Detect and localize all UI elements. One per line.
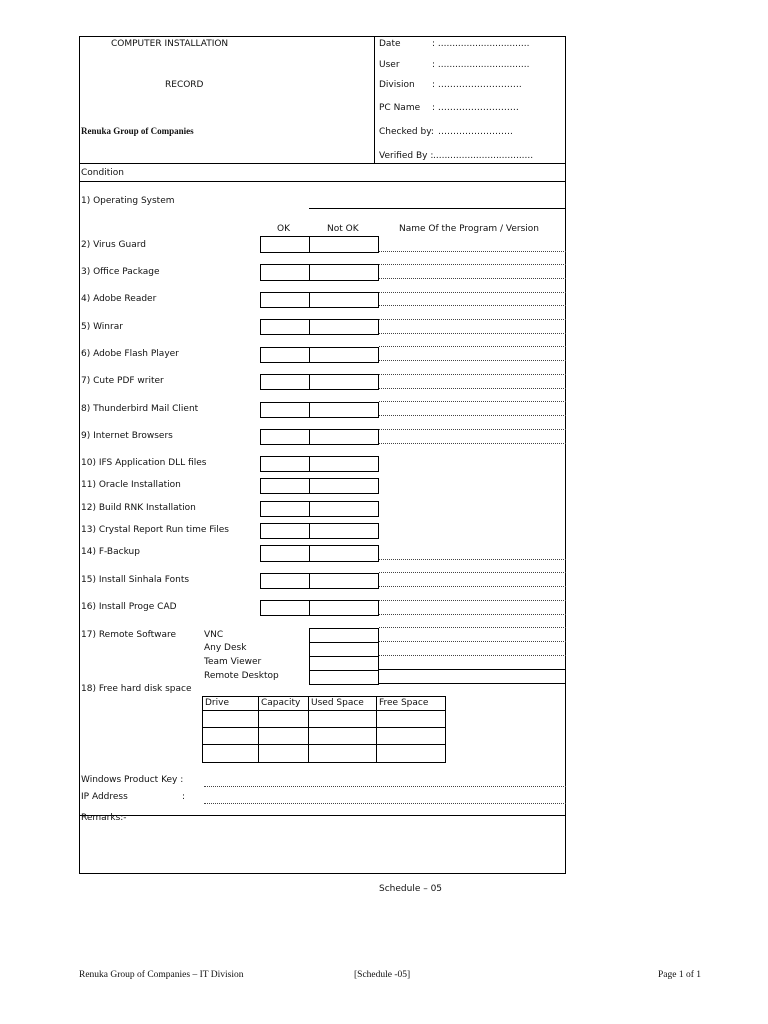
ok-checkbox[interactable]: [260, 523, 310, 539]
program-version-line[interactable]: [379, 333, 566, 334]
program-version-line[interactable]: [379, 360, 566, 361]
item-label: 15) Install Sinhala Fonts: [81, 575, 190, 585]
remote-option-any-desk: Any Desk: [204, 643, 247, 653]
remarks-label: Remarks:-: [81, 813, 127, 823]
remote-version-line[interactable]: [379, 641, 566, 642]
date-label: Date: [379, 39, 401, 49]
program-version-line[interactable]: [379, 415, 566, 416]
program-version-line[interactable]: [379, 559, 566, 560]
remote-version-line: [379, 669, 566, 670]
program-version-line[interactable]: [379, 429, 566, 430]
remarks-top-line: [79, 815, 566, 816]
item-label: 14) F-Backup: [81, 547, 140, 557]
item-label: 11) Oracle Installation: [81, 480, 181, 490]
ok-checkbox[interactable]: [260, 501, 310, 517]
header-divider: [374, 36, 375, 163]
pc-name-field[interactable]: : ………………………: [432, 103, 519, 113]
item-label: 1) Operating System: [81, 196, 175, 206]
item-label: 10) IFS Application DLL files: [81, 458, 207, 468]
not-ok-checkbox[interactable]: [309, 501, 379, 517]
footer-page-number: Page 1 of 1: [658, 970, 702, 980]
not-ok-checkbox[interactable]: [309, 545, 379, 562]
ok-checkbox[interactable]: [260, 573, 310, 589]
item-label: 4) Adobe Reader: [81, 294, 157, 304]
program-version-line[interactable]: [379, 264, 566, 265]
disk-table-col-line: [376, 696, 377, 763]
schedule-label: Schedule – 05: [379, 884, 443, 894]
item-label: 8) Thunderbird Mail Client: [81, 404, 199, 414]
not-ok-checkbox[interactable]: [309, 319, 379, 335]
program-version-line[interactable]: [379, 292, 566, 293]
program-version-line[interactable]: [379, 627, 566, 628]
condition-label: Condition: [81, 168, 124, 178]
company-name: Renuka Group of Companies: [81, 126, 194, 136]
user-field[interactable]: : ................................: [432, 60, 530, 70]
program-version-line[interactable]: [379, 251, 566, 252]
form-title-record: RECORD: [165, 80, 204, 90]
program-version-line[interactable]: [379, 572, 566, 573]
disk-header-free-space: Free Space: [379, 698, 429, 708]
remote-section-bottom-line: [379, 683, 566, 684]
footer-left: Renuka Group of Companies – IT Division: [79, 970, 244, 980]
ok-checkbox[interactable]: [260, 264, 310, 281]
program-version-line[interactable]: [379, 319, 566, 320]
ok-checkbox[interactable]: [260, 374, 310, 390]
remote-checkbox-vnc[interactable]: [309, 628, 379, 643]
disk-table-row-line: [202, 727, 446, 728]
not-ok-checkbox[interactable]: [309, 523, 379, 539]
disk-space-label: 18) Free hard disk space: [81, 684, 192, 694]
remote-option-vnc: VNC: [204, 630, 224, 640]
ok-checkbox[interactable]: [260, 236, 310, 253]
division-label: Division: [379, 80, 415, 90]
ok-checkbox[interactable]: [260, 545, 310, 562]
remarks-area[interactable]: [80, 826, 565, 873]
header-bottom-line: [79, 163, 566, 164]
not-ok-checkbox[interactable]: [309, 429, 379, 445]
division-field[interactable]: : ……………………….: [432, 80, 522, 90]
remote-option-remote-desktop: Remote Desktop: [204, 671, 279, 681]
not-ok-checkbox[interactable]: [309, 573, 379, 589]
not-ok-checkbox[interactable]: [309, 456, 379, 472]
product-key-label: Windows Product Key :: [81, 775, 184, 785]
disk-header-used-space: Used Space: [311, 698, 364, 708]
remote-option-team-viewer: Team Viewer: [204, 657, 262, 667]
disk-header-capacity: Capacity: [261, 698, 301, 708]
remote-checkbox-any-desk[interactable]: [309, 642, 379, 657]
item-label: 5) Winrar: [81, 322, 123, 332]
ok-checkbox[interactable]: [260, 600, 310, 616]
checked-by-label: Checked by:: [379, 127, 434, 137]
program-version-line[interactable]: [379, 346, 566, 347]
not-ok-checkbox[interactable]: [309, 374, 379, 390]
ip-address-field[interactable]: [204, 803, 566, 804]
item-label: 16) Install Proge CAD: [81, 602, 177, 612]
remote-checkbox-remote-desktop[interactable]: [309, 670, 379, 685]
item-label: 7) Cute PDF writer: [81, 376, 164, 386]
program-version-line[interactable]: [379, 443, 566, 444]
item-label: 6) Adobe Flash Player: [81, 349, 179, 359]
item-label: 12) Build RNK Installation: [81, 503, 196, 513]
form-title: COMPUTER INSTALLATION: [111, 39, 229, 49]
program-version-line[interactable]: [379, 305, 566, 306]
program-version-line[interactable]: [379, 374, 566, 375]
pc-name-label: PC Name: [379, 103, 421, 113]
verified-by-field[interactable]: ...................................: [433, 151, 534, 161]
not-ok-checkbox[interactable]: [309, 402, 379, 418]
ok-checkbox[interactable]: [260, 402, 310, 418]
remote-version-line[interactable]: [379, 655, 566, 656]
item-label: 2) Virus Guard: [81, 240, 146, 250]
not-ok-checkbox[interactable]: [309, 347, 379, 363]
disk-table-col-line: [308, 696, 309, 763]
not-ok-checkbox[interactable]: [309, 236, 379, 253]
condition-bottom-line: [79, 181, 566, 182]
item-label: 9) Internet Browsers: [81, 431, 173, 441]
ok-checkbox[interactable]: [260, 292, 310, 308]
program-version-line[interactable]: [379, 614, 566, 615]
not-ok-checkbox[interactable]: [309, 600, 379, 616]
operating-system-line: [309, 208, 566, 209]
remote-software-label: 17) Remote Software: [81, 630, 177, 640]
checked-by-field[interactable]: …………………….: [438, 127, 513, 137]
user-label: User: [379, 60, 400, 70]
not-ok-checkbox[interactable]: [309, 478, 379, 494]
ok-checkbox[interactable]: [260, 319, 310, 335]
item-label: 13) Crystal Report Run time Files: [81, 525, 229, 535]
ok-checkbox[interactable]: [260, 347, 310, 363]
disk-header-drive: Drive: [205, 698, 229, 708]
ip-address-label: IP Address: [81, 792, 128, 802]
program-version-line[interactable]: [379, 401, 566, 402]
program-version-line[interactable]: [379, 388, 566, 389]
not-ok-column-header: Not OK: [327, 224, 359, 234]
date-field[interactable]: : ................................: [432, 39, 530, 49]
not-ok-checkbox[interactable]: [309, 264, 379, 281]
program-column-header: Name Of the Program / Version: [399, 224, 539, 234]
ok-checkbox[interactable]: [260, 429, 310, 445]
program-version-line[interactable]: [379, 586, 566, 587]
verified-by-label: Verified By :: [379, 151, 434, 161]
program-version-line[interactable]: [379, 278, 566, 279]
program-version-line[interactable]: [379, 600, 566, 601]
item-label: 3) Office Package: [81, 267, 160, 277]
footer-center: [Schedule -05]: [354, 970, 411, 980]
ok-column-header: OK: [277, 224, 290, 234]
not-ok-checkbox[interactable]: [309, 292, 379, 308]
ip-address-colon: :: [182, 792, 186, 802]
disk-table-row-line: [202, 744, 446, 745]
product-key-field[interactable]: [204, 786, 566, 787]
disk-table-row-line: [202, 710, 446, 711]
ok-checkbox[interactable]: [260, 456, 310, 472]
disk-table-col-line: [258, 696, 259, 763]
ok-checkbox[interactable]: [260, 478, 310, 494]
remote-checkbox-team-viewer[interactable]: [309, 656, 379, 671]
